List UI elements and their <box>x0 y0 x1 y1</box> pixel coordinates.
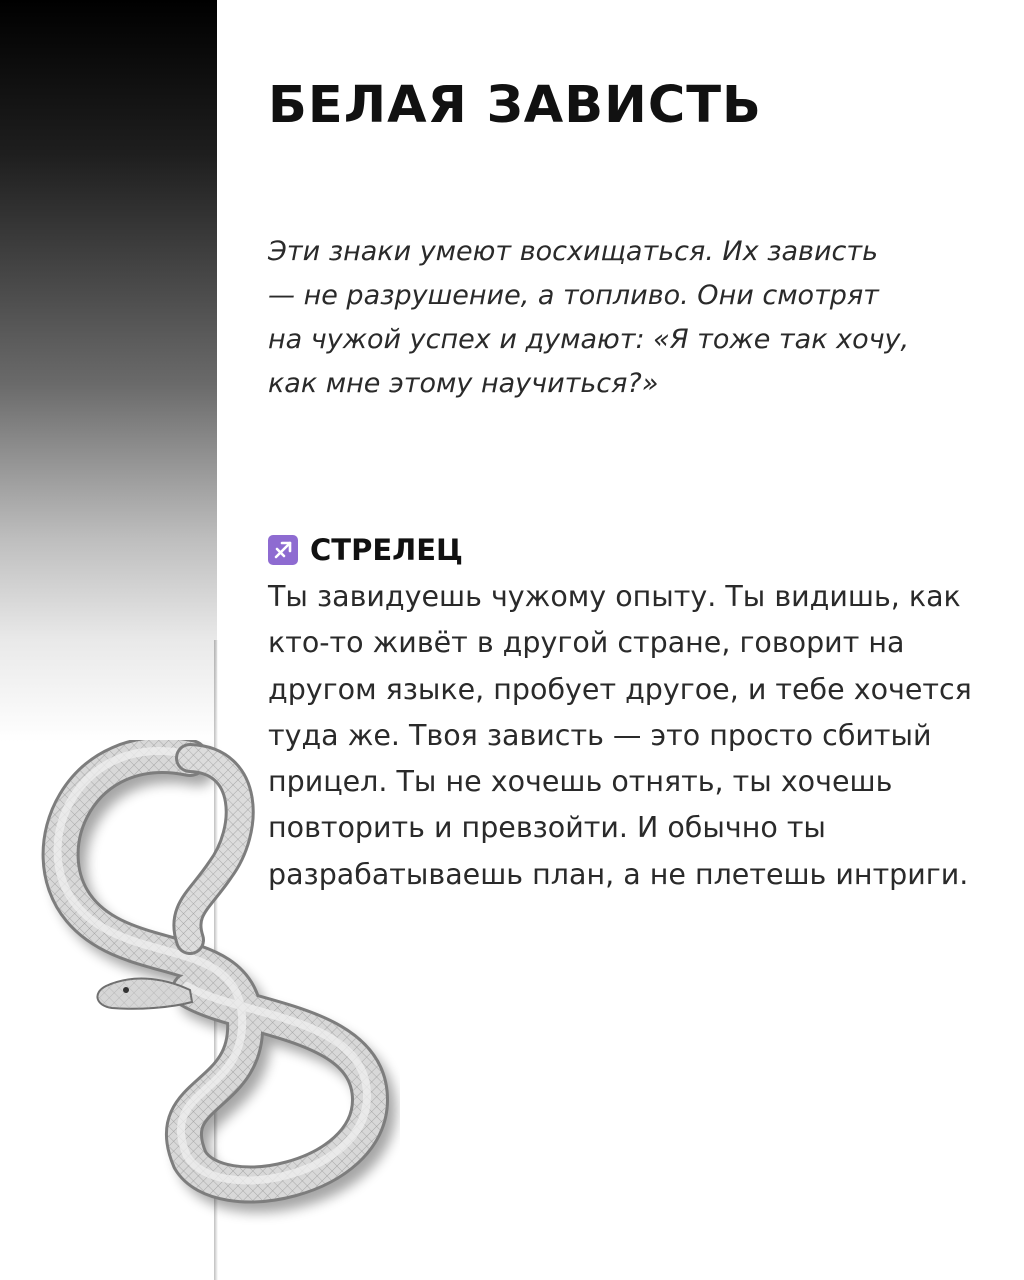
intro-line: как мне этому научиться?» <box>268 368 659 399</box>
sign-name: СТРЕЛЕЦ <box>310 533 463 567</box>
sign-line: повторить и превзойти. И обычно ты <box>268 811 826 845</box>
intro-line: Эти знаки умеют восхищаться. Их зависть <box>268 236 878 267</box>
sign-line: туда же. Твоя зависть — это просто сбитый <box>268 718 932 752</box>
intro-paragraph <box>268 230 968 406</box>
sign-line: Ты завидуешь чужому опыту. Ты видишь, как <box>268 580 961 613</box>
intro-line: на чужой успех и думают: «Я тоже так хочу, <box>268 324 910 355</box>
snake-illustration <box>40 740 400 1230</box>
sign-line: прицел. Ты не хочешь отнять, ты хочешь <box>268 765 893 799</box>
sagittarius-icon <box>268 535 298 565</box>
sign-line: другом языке, пробует другое, и тебе хочется <box>268 672 972 706</box>
sign-line: кто-то живёт в другой стране, говорит на <box>268 626 905 660</box>
sign-line: разрабатываешь план, а не плетешь интриги. <box>268 857 969 891</box>
page-title: БЕЛАЯ ЗАВИСТЬ <box>268 76 762 135</box>
intro-line: — не разрушение, а топливо. Они смотрят <box>268 280 879 311</box>
sign-header <box>268 530 463 570</box>
